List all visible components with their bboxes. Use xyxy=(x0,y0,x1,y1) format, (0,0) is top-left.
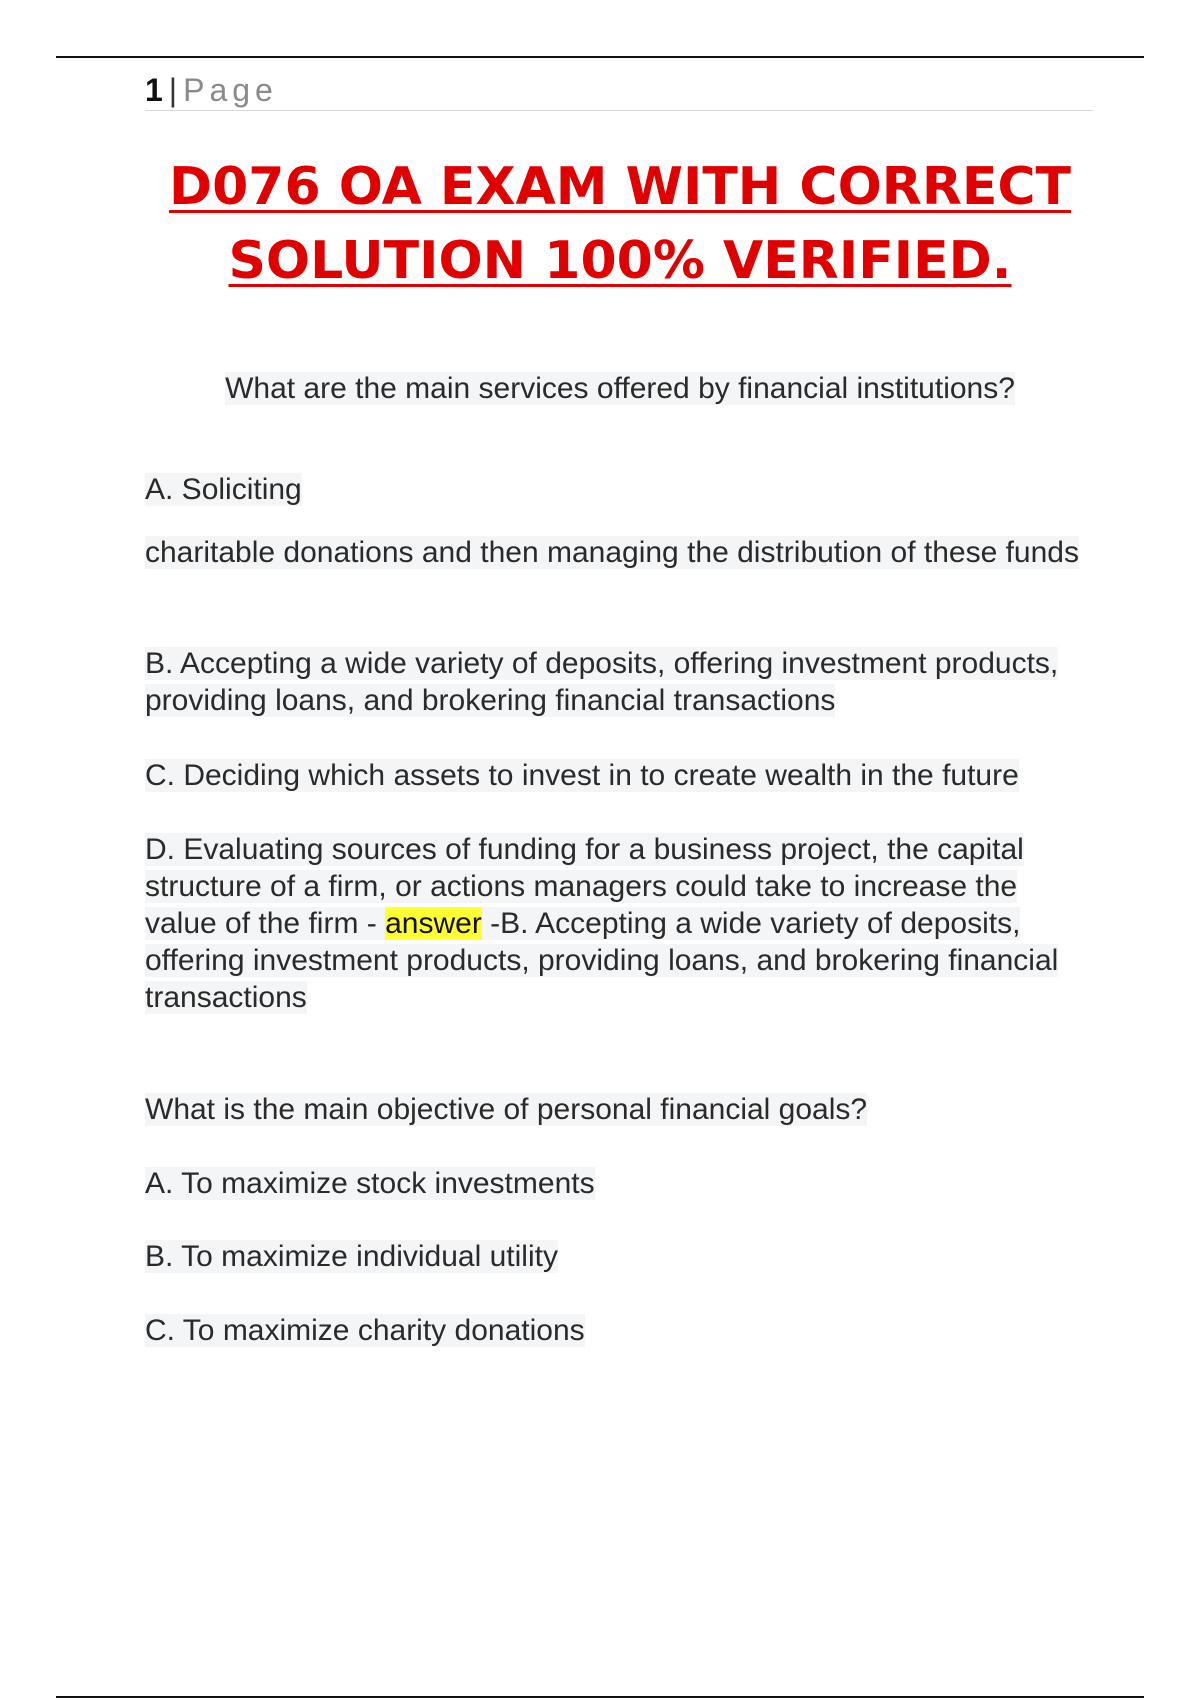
question-2-text: What is the main objective of personal financial goals? xyxy=(145,1093,868,1126)
q1-option-a-rest-text: charitable donations and then managing the distribution of these funds xyxy=(145,536,1079,569)
q2-option-c xyxy=(145,1312,1090,1349)
q1-option-b xyxy=(145,645,1090,719)
page-separator: | xyxy=(168,72,178,108)
q1-option-a-start xyxy=(145,471,1090,508)
question-2-prompt xyxy=(145,1091,1090,1128)
q1-option-a-continued xyxy=(145,534,1090,571)
q1-option-c-text: C. Deciding which assets to invest in to create wealth in the future xyxy=(145,759,1019,792)
q1-answer-text: -B. Accepting a wide variety of deposits, offering investment products, providing loans, and brokering financial transactions xyxy=(145,907,1059,1014)
q1-option-b-text: B. Accepting a wide variety of deposits, offering investment products, providing loans, and brokering financial transactions xyxy=(145,647,1059,717)
question-1-prompt xyxy=(120,370,1120,407)
bottom-rule xyxy=(56,1696,1144,1698)
q2-option-b-text: B. To maximize individual utility xyxy=(145,1240,558,1273)
q1-option-a-text: A. Soliciting xyxy=(145,473,302,506)
question-1-text: What are the main services offered by financial institutions? xyxy=(225,372,1015,405)
q2-option-a-text: A. To maximize stock investments xyxy=(145,1167,595,1200)
q1-option-d-text: D. Evaluating sources of funding for a business project, the capital structure of a firm, or actions managers could take to increase the value of the firm - xyxy=(145,833,1024,940)
document-title xyxy=(110,150,1130,298)
page-header xyxy=(145,70,1093,111)
answer-highlight: answer xyxy=(385,907,482,940)
page-label: Page xyxy=(183,72,278,108)
title-line-1: D076 OA EXAM WITH CORRECT xyxy=(168,157,1072,217)
q1-option-c xyxy=(145,757,1090,794)
title-line-2: SOLUTION 100% VERIFIED. xyxy=(228,231,1012,291)
q2-option-b xyxy=(145,1238,1090,1275)
q2-option-a xyxy=(145,1165,1090,1202)
page-number: 1 xyxy=(145,72,163,108)
q1-option-d-with-answer xyxy=(145,831,1090,1016)
top-rule xyxy=(56,56,1144,58)
q2-option-c-text: C. To maximize charity donations xyxy=(145,1314,585,1347)
